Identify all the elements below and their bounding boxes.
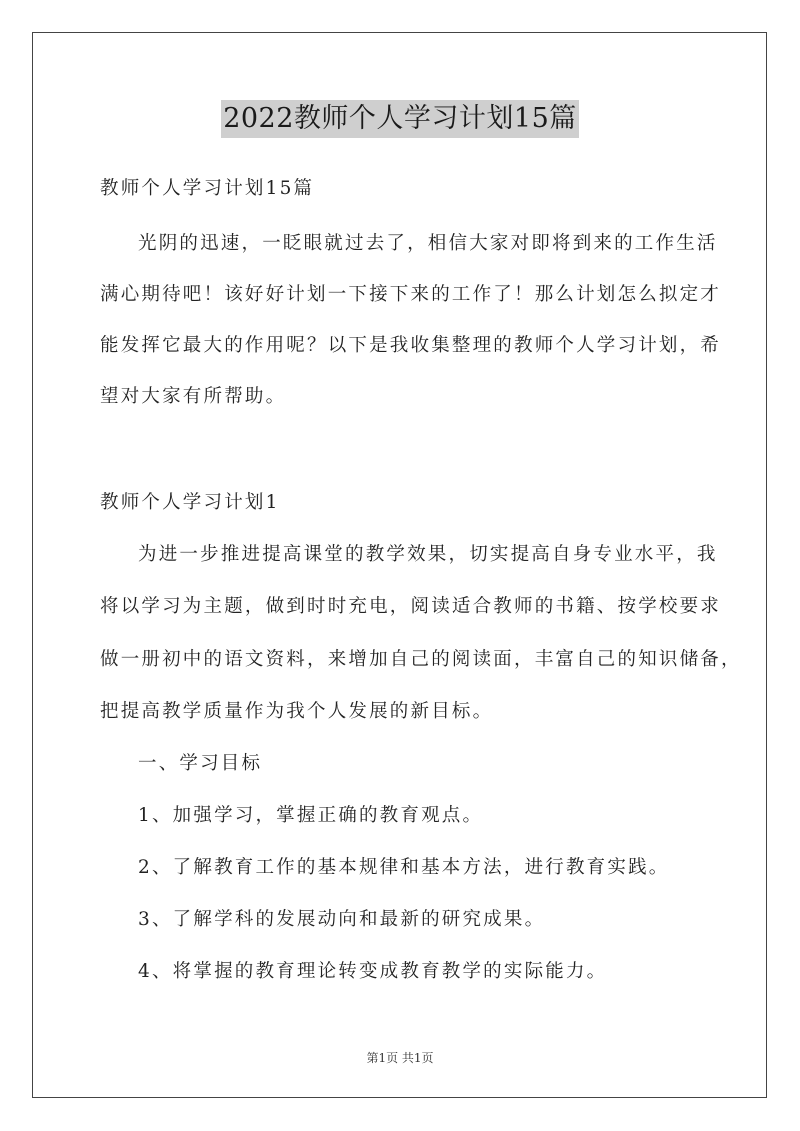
title-wrap [0, 100, 800, 138]
goal-item-2: 2、了解教育工作的基本规律和基本方法，进行教育实践。 [138, 857, 670, 878]
document-subtitle: 教师个人学习计划15篇 [100, 178, 315, 199]
intro-line-2: 满心期待吧！该好好计划一下接下来的工作了！那么计划怎么拟定才 [100, 284, 722, 305]
intro-line-3: 能发挥它最大的作用呢？以下是我收集整理的教师个人学习计划，希 [100, 335, 722, 356]
goal-item-3: 3、了解学科的发展动向和最新的研究成果。 [138, 909, 546, 930]
page-footer: 第1页 共1页 [366, 1051, 434, 1065]
goal-item-4: 4、将掌握的教育理论转变成教育教学的实际能力。 [138, 961, 608, 982]
section-heading: 教师个人学习计划1 [100, 492, 280, 513]
section-line-4: 把提高教学质量作为我个人发展的新目标。 [100, 701, 494, 722]
intro-line-1: 光阴的迅速，一眨眼就过去了，相信大家对即将到来的工作生活 [138, 233, 718, 254]
section-line-1: 为进一步推进提高课堂的教学效果，切实提高自身专业水平，我 [138, 544, 718, 565]
section-line-2: 将以学习为主题，做到时时充电，阅读适合教师的书籍、按学校要求 [100, 596, 722, 617]
intro-line-4: 望对大家有所帮助。 [100, 386, 287, 407]
goal-item-1: 1、加强学习，掌握正确的教育观点。 [138, 805, 484, 826]
goals-heading: 一、学习目标 [138, 753, 263, 774]
section-line-3: 做一册初中的语文资料，来增加自己的阅读面，丰富自己的知识储备， [100, 649, 742, 670]
document-title: 2022教师个人学习计划15篇 [221, 100, 579, 138]
